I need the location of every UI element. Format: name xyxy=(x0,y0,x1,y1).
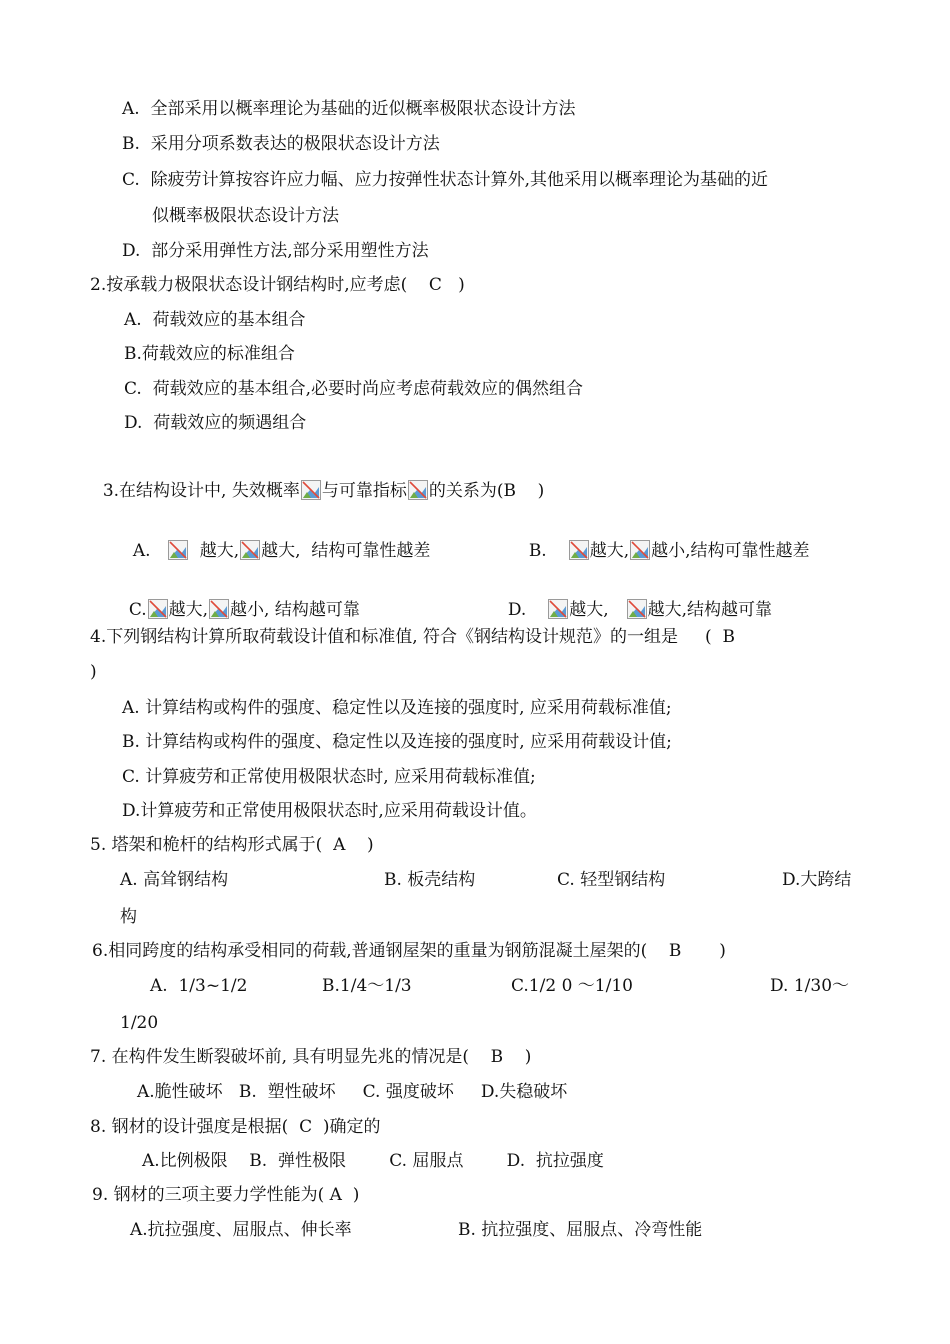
q3-option-b xyxy=(518,518,810,562)
q6-option-c: C.1/2 0 ～1/10 xyxy=(511,976,633,996)
q6-option-d: D. 1/30～ xyxy=(770,976,850,996)
q2-option-b: B.荷载效应的标准组合 xyxy=(124,344,295,364)
q9-option-b: B. 抗拉强度、屈服点、冷弯性能 xyxy=(458,1220,703,1240)
q1-option-c-line1: C. 除疲劳计算按容许应力幅、应力按弹性状态计算外,其他采用以概率理论为基础的近 xyxy=(122,170,769,190)
q3-option-a-label: A. xyxy=(132,541,151,561)
q7-stem: 7. 在构件发生断裂破坏前, 具有明显先兆的情况是( B ) xyxy=(90,1047,532,1067)
broken-image-icon xyxy=(548,599,568,619)
q3-option-d-text-1: 越大, xyxy=(569,600,609,620)
q1-option-a: A. 全部采用以概率理论为基础的近似概率极限状态设计方法 xyxy=(122,99,576,119)
q3-option-c-label: C. xyxy=(128,600,147,620)
q3-stem-text-3: 的关系为(B ) xyxy=(428,481,545,501)
q8-stem: 8. 钢材的设计强度是根据( C )确定的 xyxy=(90,1117,381,1137)
broken-image-icon xyxy=(209,599,229,619)
broken-image-icon xyxy=(408,480,428,500)
q4-option-d: D.计算疲劳和正常使用极限状态时,应采用荷载设计值。 xyxy=(122,801,537,821)
q4-stem-line1: 4.下列钢结构计算所取荷载设计值和标准值, 符合《钢结构设计规范》的一组是 ( B xyxy=(90,627,735,647)
q3-option-a-text-2: 越大, 结构可靠性越差 xyxy=(261,541,431,561)
q5-option-a: A. 高耸钢结构 xyxy=(120,870,229,890)
q3-stem xyxy=(92,458,544,502)
q8-options: A.比例极限 B. 弹性极限 C. 屈服点 D. 抗拉强度 xyxy=(142,1151,604,1171)
q3-option-b-text-1: 越大, xyxy=(589,541,630,561)
q5-option-c: C. 轻型钢结构 xyxy=(557,870,666,890)
q6-stem: 6.相同跨度的结构承受相同的荷载,普通钢屋架的重量为钢筋混凝土屋架的( B ) xyxy=(92,941,726,961)
q3-option-d-label: D. xyxy=(507,600,527,620)
q4-option-a: A. 计算结构或构件的强度、稳定性以及连接的强度时, 应采用荷载标准值; xyxy=(122,698,672,718)
q9-stem: 9. 钢材的三项主要力学性能为( A ) xyxy=(92,1185,360,1205)
q3-option-c-text-1: 越大, xyxy=(168,600,209,620)
q5-option-d-continued: 构 xyxy=(120,907,137,927)
q6-option-d-continued: 1/20 xyxy=(120,1013,159,1033)
q3-stem-text-1: 3.在结构设计中, 失效概率 xyxy=(102,481,300,501)
broken-image-icon xyxy=(301,480,321,500)
broken-image-icon xyxy=(168,540,188,560)
q2-option-c: C. 荷载效应的基本组合,必要时尚应考虑荷载效应的偶然组合 xyxy=(124,379,584,399)
broken-image-icon xyxy=(630,540,650,560)
q9-option-a: A.抗拉强度、屈服点、伸长率 xyxy=(130,1220,352,1240)
q2-stem: 2.按承载力极限状态设计钢结构时,应考虑( C ) xyxy=(90,275,465,295)
q3-stem-text-2: 与可靠指标 xyxy=(321,481,407,501)
q2-option-d: D. 荷载效应的频遇组合 xyxy=(124,413,307,433)
q4-stem-line2: ) xyxy=(90,662,97,682)
q1-option-c-line2: 似概率极限状态设计方法 xyxy=(152,206,339,226)
q5-option-d: D.大跨结 xyxy=(782,870,852,890)
broken-image-icon xyxy=(569,540,589,560)
q1-option-b: B. 采用分项系数表达的极限状态设计方法 xyxy=(122,134,440,154)
q5-stem: 5. 塔架和桅杆的结构形式属于( A ) xyxy=(90,835,374,855)
q3-option-d xyxy=(497,577,772,621)
q5-option-b: B. 板壳结构 xyxy=(384,870,476,890)
broken-image-icon xyxy=(148,599,168,619)
q3-option-d-text-2: 越大,结构越可靠 xyxy=(647,600,773,620)
q3-option-b-label: B. xyxy=(528,541,547,561)
q3-option-c xyxy=(118,577,360,621)
q3-option-c-text-2: 越小, 结构越可靠 xyxy=(230,600,360,620)
q3-option-b-text-2: 越小,结构可靠性越差 xyxy=(651,541,810,561)
q4-option-b: B. 计算结构或构件的强度、稳定性以及连接的强度时, 应采用荷载设计值; xyxy=(122,732,672,752)
q6-option-b: B.1/4～1/3 xyxy=(322,976,412,996)
q3-option-a-text-1: 越大, xyxy=(188,541,240,561)
q1-option-d: D. 部分采用弹性方法,部分采用塑性方法 xyxy=(122,241,429,261)
q4-option-c: C. 计算疲劳和正常使用极限状态时, 应采用荷载标准值; xyxy=(122,767,536,787)
broken-image-icon xyxy=(627,599,647,619)
q2-option-a: A. 荷载效应的基本组合 xyxy=(124,310,306,330)
q3-option-a xyxy=(122,518,430,562)
q6-option-a: A. 1/3~1/2 xyxy=(150,976,248,996)
q7-options: A.脆性破坏 B. 塑性破坏 C. 强度破坏 D.失稳破坏 xyxy=(137,1082,568,1102)
broken-image-icon xyxy=(240,540,260,560)
